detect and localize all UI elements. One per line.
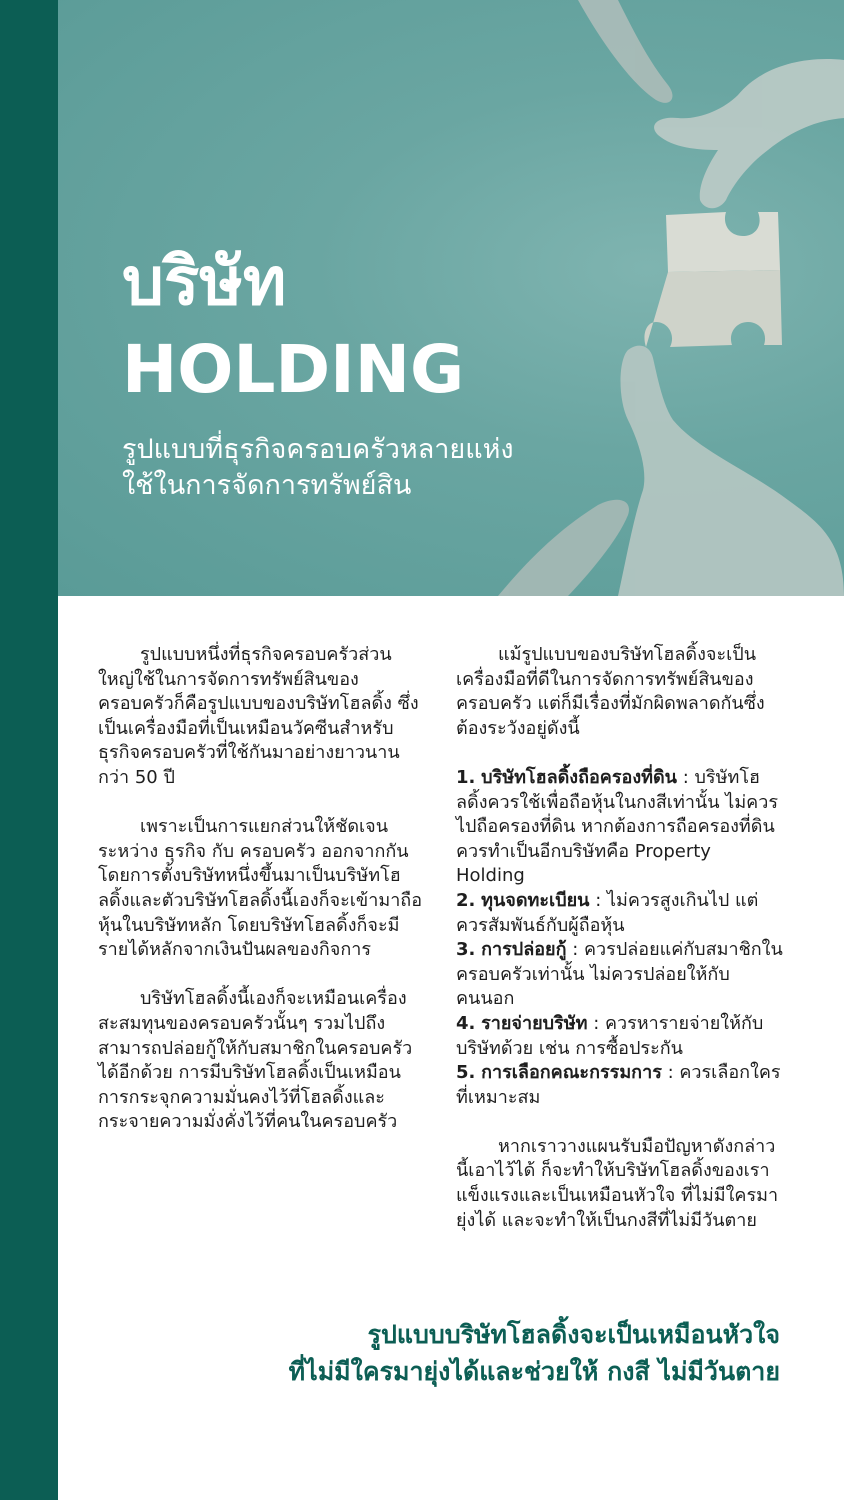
paragraph-caution-intro: แม้รูปแบบของบริษัทโฮลดิ้งจะเป็นเครื่องมือที่ดีในการจัดการทรัพย์สินของครอบครัว แต่ก็มีเรื่องที่มักผิดพลาดกันซึ่งต้องระวังอยู่ดังนี้ — [456, 644, 765, 739]
paragraph-conclusion: หากเราวางแผนรับมือปัญหาดังกล่าวนี้เอาไว้ได้ ก็จะทำให้บริษัทโฮลดิ้งของเราแข็งแรงและเป็นเหมือนหัวใจ ที่ไม่มีใครมายุ่งได้ และจะทำให้เป็นกงสีที่ไม่มีวันตาย — [456, 1135, 779, 1231]
item-text: : ควรปล่อยแค่กับสมาชิกในครอบครัวเท่านั้น ไม่ควรปล่อยให้กับคนนอก — [456, 939, 783, 1010]
hero-banner — [58, 0, 844, 596]
list-item — [456, 889, 784, 938]
closing-line-2: ที่ไม่มีใครมายุ่งได้และช่วยให้ กงสี ไม่มีวันตาย — [288, 1357, 780, 1386]
list-item — [456, 1061, 784, 1110]
item-text: : ไม่ควรสูงเกินไป แต่ควรสัมพันธ์กับผู้ถือหุ้น — [456, 889, 759, 936]
item-text: : บริษัทโฮลดิ้งควรใช้เพื่อถือหุ้นในกงสีเท่านั้น ไม่ควรไปถือครองที่ดิน หากต้องการถือครองที่ดินควรทำเป็นอีกบริษัทคือ Property Holding — [456, 766, 778, 887]
title-line-1: บริษัท — [122, 243, 287, 320]
item-heading: รายจ่ายบริษัท — [481, 1012, 588, 1034]
puzzle-pieces — [644, 212, 782, 347]
item-heading: ทุนจดทะเบียน — [481, 889, 590, 911]
paragraph-intro: รูปแบบหนึ่งที่ธุรกิจครอบครัวส่วนใหญ่ใช้ในการจัดการทรัพย์สินของครอบครัวก็คือรูปแบบของบริษัทโฮลดิ้ง ซึ่งเป็นเครื่องมือที่เป็นเหมือนวัคซีนสำหรับธุรกิจครอบครัวที่ใช้กันมาอย่างยาวนานกว่า 50 ปี — [98, 644, 419, 788]
list-item — [456, 1012, 784, 1061]
item-text: : ควรหารายจ่ายให้กับบริษัทด้วย เช่น การซื้อประกัน — [456, 1012, 764, 1059]
item-number: 5. — [456, 1062, 476, 1084]
caution-list — [456, 766, 784, 1110]
left-column — [98, 643, 426, 1159]
item-number: 4. — [456, 1012, 476, 1034]
page-subtitle — [122, 432, 642, 504]
paragraph-separation: เพราะเป็นการแยกส่วนให้ชัดเจนระหว่าง ธุรกิจ กับ ครอบครัว ออกจากกัน โดยการตั้งบริษัทหนึ่งขึ้นมาเป็นบริษัทโฮลดิ้งและตัวบริษัทโฮลดิ้งนี้เองก็จะเข้ามาถือหุ้นในบริษัทหลัก โดยบริษัทโฮลดิ้งก็จะมีรายได้หลักจากเงินปันผลของกิจการ — [98, 816, 423, 961]
title-line-2: HOLDING — [122, 331, 465, 408]
item-heading: การปล่อยกู้ — [481, 939, 567, 961]
list-item — [456, 938, 784, 1012]
item-number: 2. — [456, 889, 476, 911]
list-item — [456, 766, 784, 889]
upper-hand — [578, 0, 844, 208]
paragraph-capital: บริษัทโฮลดิ้งนี้เองก็จะเหมือนเครื่องสะสมทุนของครอบครัวนั้นๆ รวมไปถึงสามารถปล่อยกู้ให้กับสมาชิกในครอบครัวได้อีกด้วย การมีบริษัทโฮลดิ้งเป็นเหมือนการกระจุกความมั่นคงไว้ที่โฮลดิ้งและกระจายความมั่งคั่งไว้ที่คนในครอบครัว — [98, 988, 413, 1133]
subtitle-line-2: ใช้ในการจัดการทรัพย์สิน — [122, 470, 412, 501]
item-heading: การเลือกคณะกรรมการ — [481, 1062, 662, 1084]
closing-line-1: รูปแบบบริษัทโฮลดิ้งจะเป็นเหมือนหัวใจ — [367, 1320, 780, 1349]
item-number: 3. — [456, 939, 476, 961]
closing-statement — [120, 1316, 780, 1390]
subtitle-line-1: รูปแบบที่ธุรกิจครอบครัวหลายแห่ง — [122, 434, 514, 465]
right-column — [456, 643, 784, 1258]
item-number: 1. — [456, 766, 476, 788]
side-accent-bar — [0, 0, 58, 1500]
item-heading: บริษัทโฮลดิ้งถือครองที่ดิน — [481, 766, 677, 788]
page-title — [122, 238, 464, 414]
item-text: : ควรเลือกใครที่เหมาะสม — [456, 1062, 781, 1108]
